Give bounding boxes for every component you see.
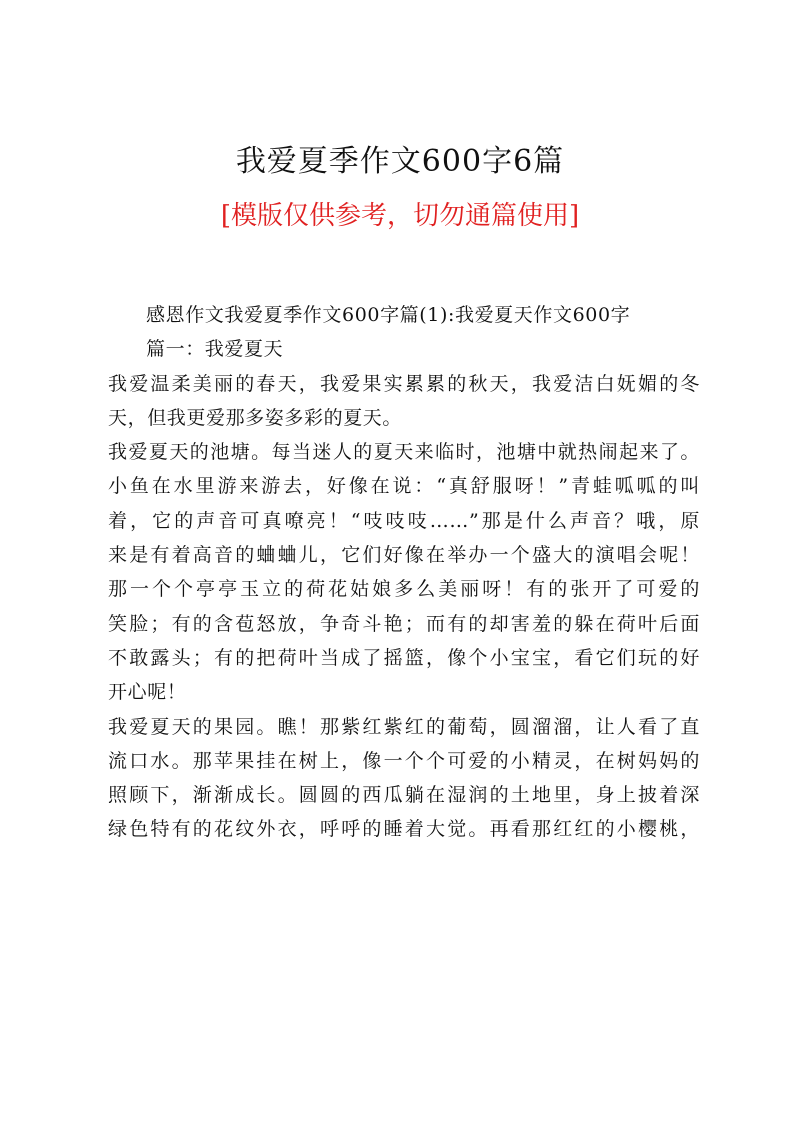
document-subtitle: [模版仅供参考，切勿通篇使用] — [220, 201, 580, 231]
text-line: 照顾下，渐渐成长。圆圆的西瓜躺在湿润的土地里，身上披着深 — [108, 784, 700, 807]
section-heading-line: 篇一：我爱夏天 — [146, 338, 284, 361]
paragraph-heading-line: 感恩作文我爱夏季作文600字篇(1):我爱夏天作文600字 — [146, 304, 631, 326]
text-line: 笑脸；有的含苞怒放，争奇斗艳；而有的却害羞的躲在荷叶后面 — [108, 612, 700, 635]
document-body — [108, 298, 700, 847]
text-line: 流口水。那苹果挂在树上，像一个个可爱的小精灵，在树妈妈的 — [108, 749, 700, 772]
text-line: 绿色特有的花纹外衣，呼呼的睡着大觉。再看那红红的小樱桃， — [108, 818, 700, 841]
text-line: 着，它的声音可真嘹亮！“吱吱吱……”那是什么声音？哦，原 — [108, 509, 700, 532]
text-line: 我爱夏天的池塘。每当迷人的夏天来临时，池塘中就热闹起来了。 — [108, 441, 700, 464]
text-line: 来是有着高音的蛐蛐儿，它们好像在举办一个盛大的演唱会呢！ — [108, 544, 700, 567]
document-title: 我爱夏季作文600字6篇 — [235, 144, 565, 179]
text-line: 我爱温柔美丽的春天，我爱果实累累的秋天，我爱洁白妩媚的冬 — [108, 372, 700, 395]
text-line: 不敢露头；有的把荷叶当成了摇篮，像个小宝宝，看它们玩的好 — [108, 646, 700, 669]
text-line: 开心呢！ — [108, 681, 187, 704]
text-line: 那一个个亭亭玉立的荷花姑娘多么美丽呀！有的张开了可爱的 — [108, 578, 700, 601]
text-line: 小鱼在水里游来游去，好像在说：“真舒服呀！”青蛙呱呱的叫 — [108, 475, 700, 498]
text-line: 天，但我更爱那多姿多彩的夏天。 — [108, 406, 403, 429]
text-line: 我爱夏天的果园。瞧！那紫红紫红的葡萄，圆溜溜，让人看了直 — [108, 715, 700, 738]
